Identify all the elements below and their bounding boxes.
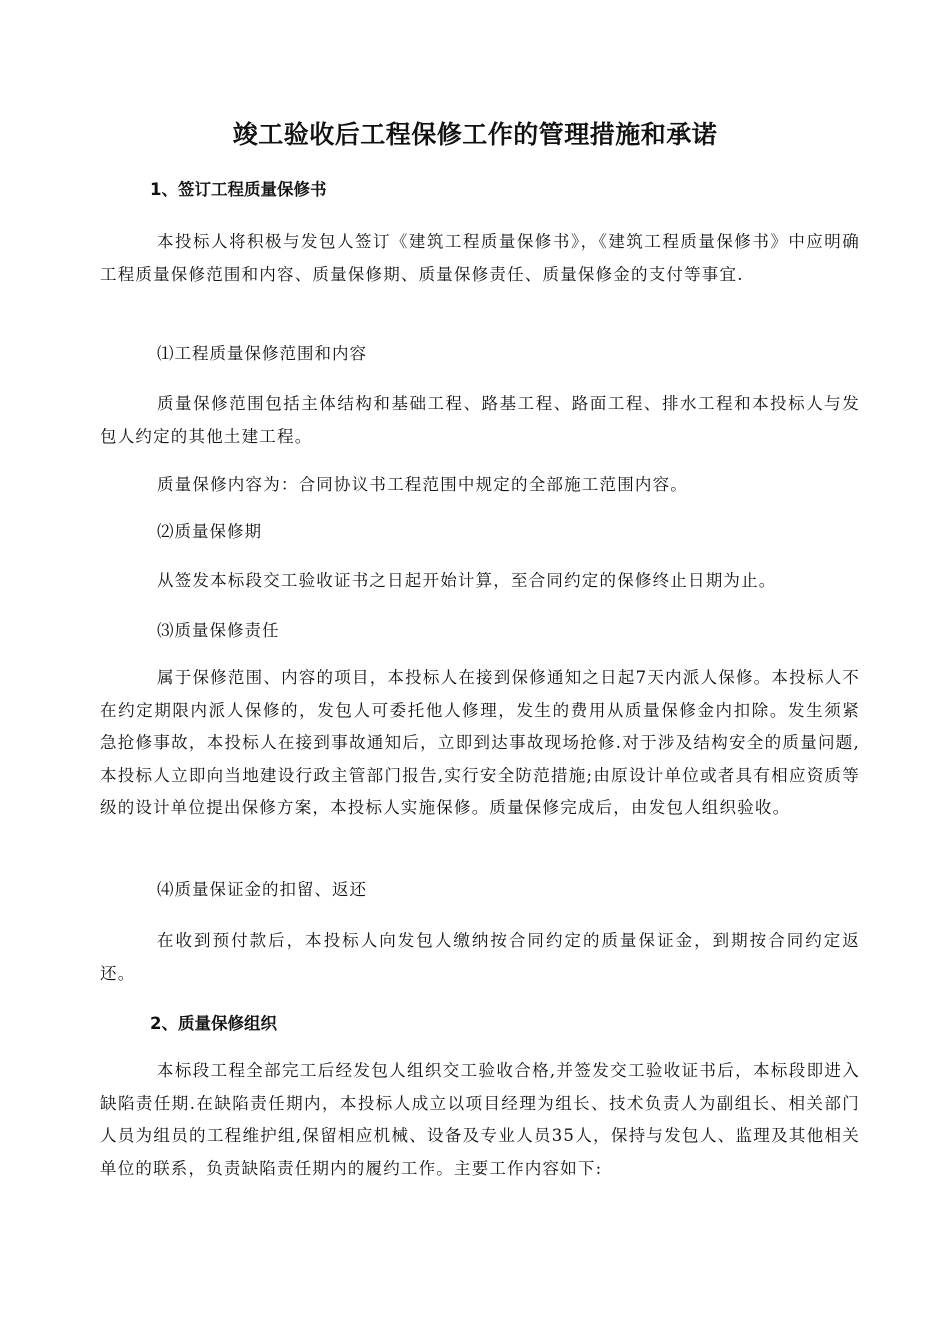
paragraph-period: 从签发本标段交工验收证书之日起开始计算，至合同约定的保修终止日期为止。 [157,571,777,590]
section-heading-2: 2、质量保修组织 [150,1014,277,1033]
subheading-responsibility: ⑶质量保修责任 [157,621,280,640]
paragraph-intro: 本投标人将积极与发包人签订《建筑工程质量保修书》，《建筑工程质量保修书》中应明确工程质量保修范围和内容、质量保修期、质量保修责任、质量保修金的支付等事宜. [100,232,860,284]
paragraph-scope: 质量保修范围包括主体结构和基础工程、路基工程、路面工程、排水工程和本投标人与发包人约定的其他土建工程。 [100,394,860,446]
subheading-period: ⑵质量保修期 [157,522,262,541]
document-title: 竣工验收后工程保修工作的管理措施和承诺 [232,120,718,149]
paragraph-responsibility: 属于保修范围、内容的项目，本投标人在接到保修通知之日起7天内派人保修。本投标人不在约定期限内派人保修的，发包人可委托他人修理，发生的费用从质量保修金内扣除。发生须紧急抢修事故，本投标人在接到事故通知后，立即到达事故现场抢修.对于涉及结构安全的质量问题,本投标人立即向当地建设行政主管部门报告,实行安全防范措施;由原设计单位或者具有相应资质等级的设计单位提出保修方案，本投标人实施保修。质量保修完成后，由发包人组织验收。 [100,668,860,817]
paragraph-deposit: 在收到预付款后，本投标人向发包人缴纳按合同约定的质量保证金，到期按合同约定返还。 [100,931,860,983]
subheading-deposit: ⑷质量保证金的扣留、返还 [157,880,367,899]
paragraph-organization: 本标段工程全部完工后经发包人组织交工验收合格,并签发交工验收证书后，本标段即进入缺陷责任期.在缺陷责任期内，本投标人成立以项目经理为组长、技术负责人为副组长、相关部门人员为组员的工程维护组,保留相应机械、设备及专业人员35人，保持与发包人、监理及其他相关单位的联系，负责缺陷责任期内的履约工作。主要工作内容如下: [100,1061,860,1178]
subheading-scope: ⑴工程质量保修范围和内容 [157,344,367,363]
paragraph-content: 质量保修内容为：合同协议书工程范围中规定的全部施工范围内容。 [157,475,688,494]
section-heading-1: 1、签订工程质量保修书 [150,180,327,199]
